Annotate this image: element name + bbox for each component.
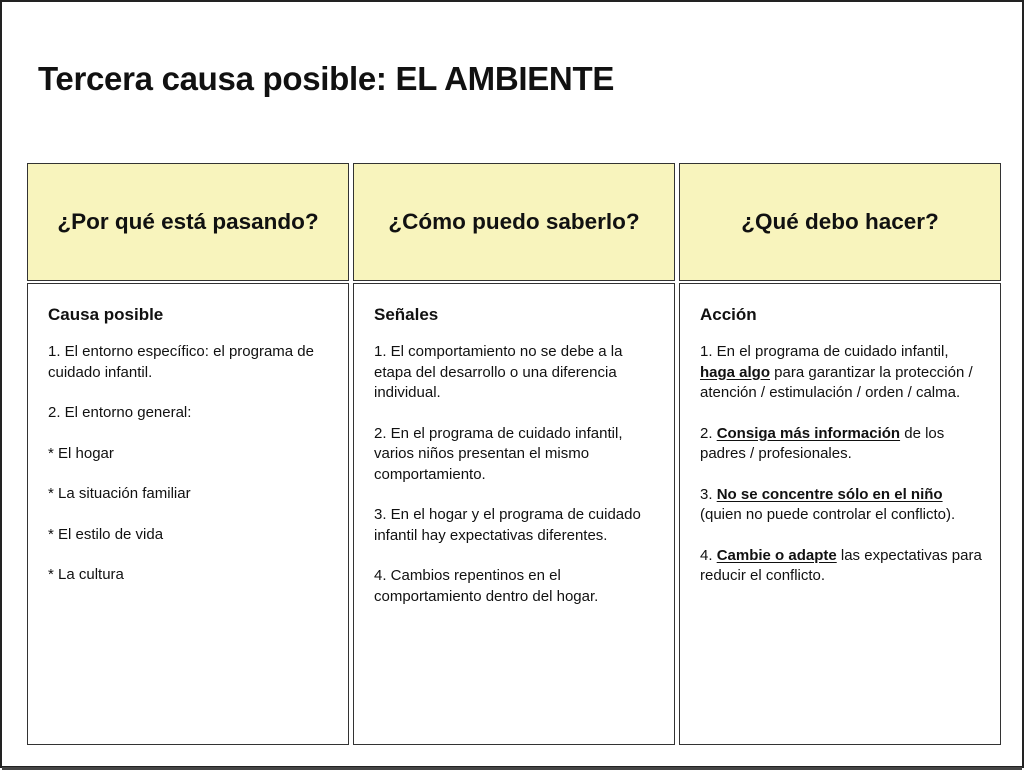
action-item [700,424,982,465]
column-what-body [679,283,1001,745]
action-text: 4. [700,546,717,564]
signal-item: 4. Cambios repentinos en el comportamiento dentro del hogar. [374,567,599,605]
action-text: para garantizar la protección / atención / estimulación / orden / calma. [700,363,973,401]
action-item [700,485,982,526]
cause-item: 2. El entorno general: [48,404,192,421]
signal-item: 1. El comportamiento no se debe a la etapa del desarrollo o una diferencia individual. [374,343,623,401]
column-why [27,163,349,745]
action-text: 1. En el programa de cuidado infantil, [700,343,949,360]
action-text: de los padres / profesionales. [700,424,945,462]
action-text: las expectativas para reducir el conflicto. [700,546,982,584]
cause-item: 1. El entorno específico: el programa de cuidado infantil. [48,343,314,381]
action-emphasis: haga algo [700,363,771,381]
action-text: 2. [700,424,717,442]
column-why-body [27,283,349,745]
cause-item: * El estilo de vida [48,525,164,543]
cause-item: * El hogar [48,444,114,462]
column-how [353,163,675,745]
column-what-header: ¿Qué debo hacer? [679,163,1001,281]
action-text: 3. [700,485,717,503]
action-emphasis: Cambie o adapte [716,546,837,564]
signal-item: 2. En el programa de cuidado infantil, varios niños presentan el mismo comportamiento. [374,424,623,483]
column-why-header: ¿Por qué está pasando? [27,163,349,281]
cause-item: * La cultura [48,566,124,583]
cause-item: * La situación familiar [48,485,191,502]
column-how-subhead: Señales [374,305,439,324]
column-what-subhead: Acción [700,305,757,324]
action-item [700,342,982,404]
action-emphasis: No se concentre sólo en el niño [716,485,943,503]
slide-title: Tercera causa posible: EL AMBIENTE [38,60,615,97]
column-how-header: ¿Cómo puedo saberlo? [353,163,675,281]
column-how-body [353,283,675,745]
column-what [679,163,1001,745]
column-why-subhead: Causa posible [48,305,164,324]
action-text: (quien no puede controlar el conflicto). [700,506,956,523]
action-item [700,546,982,587]
action-emphasis: Consiga más información [716,424,901,442]
signal-item: 3. En el hogar y el programa de cuidado infantil hay expectativas diferentes. [374,506,641,544]
